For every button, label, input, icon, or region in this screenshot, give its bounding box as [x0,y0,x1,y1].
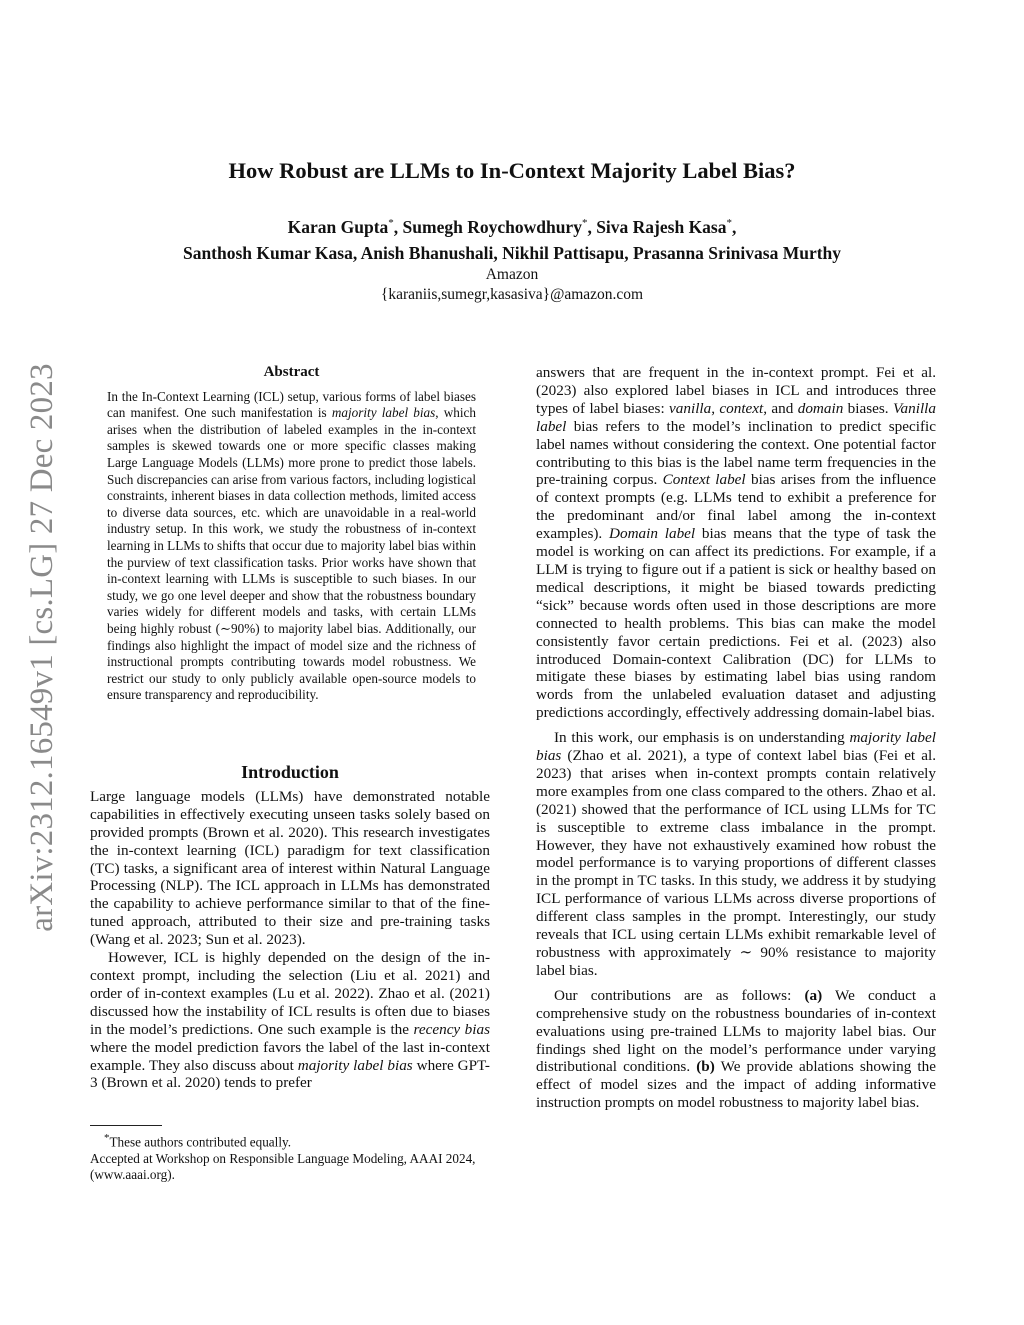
abstract-paragraph: In the In-Context Learning (ICL) setup, various forms of label biases can manifest. One such manifestation is majority label bias, which arises when the distribution of labeled examples in the in-context samples is skewed towards one or more specific classes making Large Language Models (LLMs) more prone to predict those labels. Such discrepancies can arise from various factors, including logistical constraints, inherent biases in data collection methods, limited access to diverse data sources, etc. which are unavoidable in a real-world industry setup. In this work, we study the robustness of in-context learning in LLMs to shifts that occur due to majority label bias within the purview of text classification tasks. Prior works have shown that in-context learning with LLMs is susceptible to such biases. In our study, we go one level deeper and show that the robustness boundary varies widely for different models and tasks, with certain LLMs being highly robust (∼90%) to majority label bias. Additionally, our findings also highlight the impact of model size and the richness of instructional prompts contributing towards model robustness. We restrict our study to only publicly available open-source models to ensure transparency and reproducibility. [107,388,476,703]
equal-contribution-mark: * [388,217,394,229]
footnote-equal-contribution [90,1130,490,1151]
author-name: Sumegh Roychowdhury [402,216,582,237]
footnotes [90,1130,490,1183]
author-emails: {karaniis,sumegr,kasasiva}@amazon.com [380,286,644,303]
body-paragraph: Large language models (LLMs) have demonstrated notable capabilities in effectively executing unseen tasks solely based on provided prompts (Brown et al. 2020). This research investigates the in-context learning (ICL) paradigm for text classification (TC) tasks, a significant area of interest within Natural Language Processing (NLP). The ICL approach in LLMs has demonstrated the capability to achieve performance similar to that of the fine-tuned approach, attributed to their size and pre-training tasks (Wang et al. 2023; Sun et al. 2023). [90,787,490,949]
author-list [0,210,1024,266]
author-name: Karan Gupta [287,216,389,237]
footnote-venue: Accepted at Workshop on Responsible Language Modeling, AAAI 2024, (www.aaai.org). [90,1150,476,1182]
footnote-equal-text: These authors contributed equally. [109,1134,292,1150]
abstract-heading: Abstract [263,364,320,380]
paper-title: How Robust are LLMs to In-Context Majority Label Bias? [228,158,796,183]
body-paragraph: answers that are frequent in the in-context prompt. Fei et al. (2023) also explored label biases in ICL and introduces three types of label biases: vanilla, context, and domain biases. Vanilla label bias refers to the model’s inclination to predict specific label names without considering the context. One potential factor contributing to this bias is the label name term frequencies in the pre-training corpus. Context label bias arises from the influence of context prompts (e.g. LLMs tend to exhibit a preference for the predominant and/or final label among the in-context examples). Domain label bias means that the type of task the model is working on can affect its predictions. For example, if a LLM is trying to figure out if a patient is sick or healthy based on medical descriptions, it might be biased towards predicting “sick” because words often used in those descriptions are more connected to health problems. This bias can make the model consistently favor certain predictions. Fei et al. (2023) also introduced Domain-context Calibration (DC) for LLMs to mitigate these biases by estimating label bias using random words from the unlabeled evaluation dataset and adjusting predictions accordingly, effectively addressing domain-label bias. [536,364,937,722]
body-paragraph: However, ICL is highly depended on the design of the in-context prompt, including the selection (Liu et al. 2021) and order of in-context examples (Lu et al. 2022). Zhao et al. (2021) discussed how the instability of ICL results is often due to biases in the model’s predictions. One such example is the recency bias where the model prediction favors the label of the last in-context example. They also discuss about majority label bias where GPT-3 (Brown et al. 2020) tends to prefer [90,949,490,1092]
body-paragraph: In this work, our emphasis is on understanding majority label bias (Zhao et al. 2021), a type of context label bias (Fei et al. 2023) that arises when in-context prompts contain relatively more examples from one class compared to the others. Zhao et al. (2021) showed that the performance of ICL using LLMs for TC is susceptible to extreme class imbalance in the prompt. However, they have not exhaustively examined how robust the model performance is to varying proportions of different classes in the prompt in TC tasks. In this study, we address it by studying ICL performance of various LLMs across diverse proportions of different class samples in the prompt. Interestingly, our study reveals that ICL using certain LLMs exhibit remarkable level of robustness with approximately ∼ 90% resistance to majority label bias. [536,729,936,979]
right-column [536,364,936,1119]
footnote-mark: * [104,1132,110,1144]
introduction-section [90,764,490,1092]
affiliation: Amazon [485,266,539,283]
abstract-section [107,364,476,704]
equal-contribution-mark: * [726,217,732,229]
authors-line-1: Karan Gupta*, Sumegh Roychowdhury*, Siva Rajesh Kasa*, [287,216,737,237]
equal-contribution-mark: * [581,217,588,229]
authors-line-2: Santhosh Kumar Kasa, Anish Bhanushali, Nikhil Pattisapu, Prasanna Srinivasa Murthy [182,242,842,263]
affiliation-block [0,265,1024,305]
arxiv-identifier: arXiv:2312.16549v1 [cs.LG] 27 Dec 2023 [23,362,60,932]
author-name: Siva Rajesh Kasa [596,216,727,237]
introduction-heading: Introduction [241,762,339,782]
body-paragraph: Our contributions are as follows: (a) We conduct a comprehensive study on the robustness boundaries of in-context evaluations using pre-trained LLMs to majority label bias. Our findings shed light on the model’s performance under varying distributional conditions. (b) We provide ablations showing the effect of model sizes and the impact of adding informative instruction prompts on model robustness to majority label bias. [536,986,936,1112]
footnote-rule [90,1125,162,1126]
